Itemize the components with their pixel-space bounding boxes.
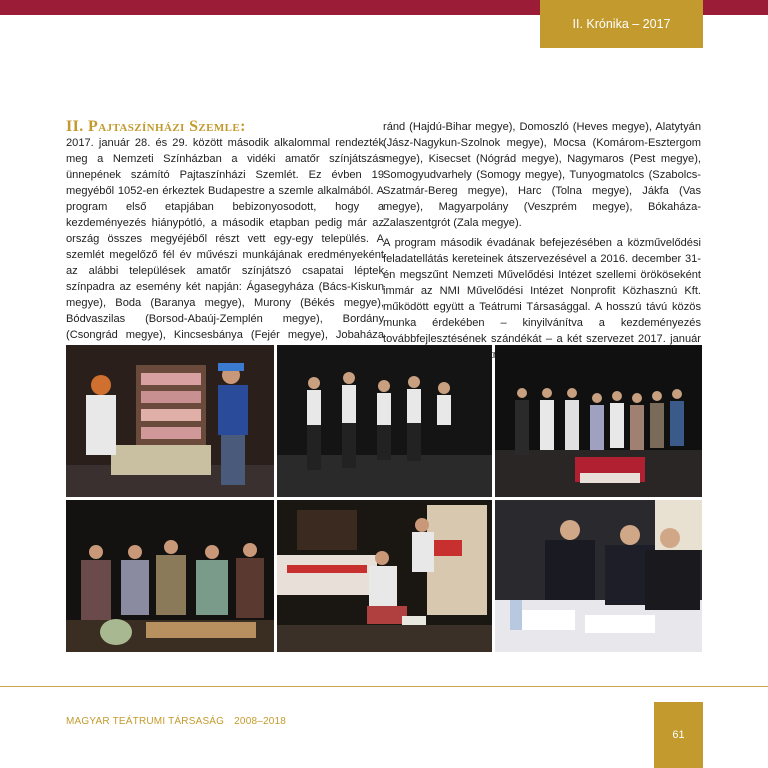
chapter-tab	[540, 0, 703, 48]
photo-kitchen-scene	[277, 500, 492, 652]
text-column-right	[383, 119, 701, 365]
page-number-box	[654, 702, 703, 768]
photo-folk-ensemble	[495, 345, 702, 497]
photo-dance-scene	[277, 345, 492, 497]
footer-years: 2008–2018	[234, 716, 287, 727]
paragraph: 2017. január 28. és 29. között második alkalommal rendezték meg a Nemzeti Színházban a vidéki amatőr színjátszás ünnepének számító Pajtaszínházi Szemlét. Ez évben 19 megyéből 1052-en érkeztek Budapestre a szemle alkalmából. A program első etapjában bebizonyosodott, hogy a kezdeményezés hiánypótló, a második etapban pedig már az ország összes megyéjéből részt vett egy-egy település. A szemlét megelőző fél év művészi munkájának eredményeként az alábbi települések amatőr színjátszó csapatai léptek színpadra az esemény két napján: Ágasegyháza (Bács-Kiskun megye), Boda (Baranya megye), Murony (Békés megye), Bódvaszilas (Borsod-Abaúj-Zemplén megye), Bordány (Csongrád megye), Kincsesbánya (Fejér megye), Jobaháza	[66, 137, 384, 341]
photo-grid	[66, 345, 702, 652]
article-title: II. Pajtaszínházi Szemle:	[66, 118, 246, 135]
page-number: 61	[672, 729, 685, 741]
paragraph: ránd (Hajdú-Bihar megye), Domoszló (Heves megye), Alatytyán (Jász-Nagykun-Szolnok megye), Mocsa (Komárom-Esztergom megye), Kisecset (Nógrád megye), Nagymaros (Pest megye), Somogyudvarhely (Somogy megye), Tunyogmatolcs (Szabolcs-Szatmár-Bereg megye), Harc (Tolna megye), Jákfa (Vas megye), Magyarpolány (Veszprém megye), Bókaháza-Zalaszentgrót (Zala megye).	[383, 121, 701, 229]
chapter-label: II. Krónika – 2017	[572, 17, 671, 31]
paragraph: A program második évadának befejezésében a közművelődési feladatellátás kereteinek átszervezésével a 2016. december 31-én megszűnt Nemzeti Művelődési Intézet szellemi örököseként immár az NMI Művelődési Intézet Nonprofit Közhasznú Kft. működött együtt a Teátrumi Társasággal. A hosszú távú közös munka érdekében – kinyilvánítva a kezdeményezés továbbfejlesztésének szándékát – a két szervezet 2017. január	[383, 237, 701, 345]
photo-market-scene	[66, 345, 274, 497]
footer-text	[66, 716, 286, 727]
photo-agreement-signing	[495, 500, 702, 652]
footer-org: MAGYAR TEÁTRUMI TÁRSASÁG	[66, 716, 225, 727]
text-column-left	[66, 135, 384, 361]
photo-women-corn-husking	[66, 500, 274, 652]
footer-rule	[0, 686, 768, 687]
